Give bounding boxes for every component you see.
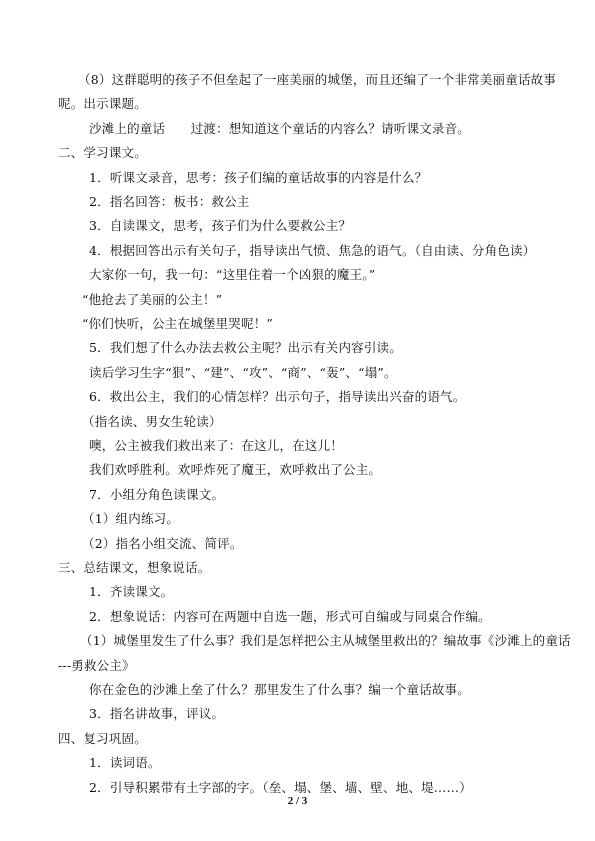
section-heading: 二、学习课文。 (58, 145, 147, 161)
text-line: 呢。出示课题。 (58, 96, 147, 112)
text-line: 2．想象说话：内容可在两题中自选一题，形式可自编或与同桌合作编。 (89, 608, 491, 624)
section-heading: 四、复习巩固。 (58, 730, 147, 746)
text-line: （指名读、男女生轮读） (82, 413, 222, 429)
section-heading: 三、总结课文，想象说话。 (58, 560, 211, 575)
text-line: （8）这群聪明的孩子不但垒起了一座美丽的城堡，而且还编了一个非常美丽童话故事 (78, 72, 557, 87)
text-line: 6．救出公主，我们的心情怎样？出示句子，指导读出兴奋的语气。 (89, 389, 466, 405)
text-line: 你在金色的沙滩上垒了什么？那里发生了什么事？编一个童话故事。 (89, 682, 471, 697)
text-line: （1）城堡里发生了什么事？我们是怎样把公主从城堡里救出的？编故事《沙滩上的童话 (80, 633, 571, 649)
text-line: （2）指名小组交流、简评。 (82, 535, 243, 551)
text-line: 2．引导积累带有土字部的字。（垒、塌、堡、墙、壁、地、堤……） (89, 779, 472, 795)
text-line: 3．自读课文，思考，孩子们为什么要救公主？ (89, 218, 352, 234)
text-line: （1）组内练习。 (82, 511, 180, 527)
text-line: 噢，公主被我们救出来了：在这儿，在这儿！ (89, 438, 344, 453)
text-line: 我们欢呼胜利。欢呼炸死了魔王，欢呼救出了公主。 (89, 462, 382, 478)
text-line: 2．指名回答：板书：救公主 (89, 194, 250, 209)
text-line: 读后学习生字“狠”、“建”、“攻”、“商”、“轰”、“塌”。 (89, 364, 397, 380)
text-line: 1．齐读课文。 (89, 584, 174, 600)
text-line: 4．根据回答出示有关句子，指导读出气愤、焦急的语气。（自由读、分角色读） (89, 242, 536, 258)
text-line: “他抢去了美丽的公主！” (82, 291, 223, 307)
text-line: 1．听课文录音，思考：孩子们编的童话故事的内容是什么？ (89, 169, 428, 185)
text-line: 7．小组分角色读课文。 (89, 486, 225, 502)
text-line: 沙滩上的童话 过渡：想知道这个童话的内容么？请听课文录音。 (89, 120, 471, 136)
text-line: “你们快听，公主在城堡里哭呢！” (82, 316, 273, 331)
text-line: 1．读词语。 (89, 755, 161, 771)
text-line: 5．我们想了什么办法去救公主呢？出示有关内容引读。 (89, 340, 402, 356)
text-line: ---勇救公主》 (58, 657, 135, 673)
page-number: 2 / 3 (287, 795, 308, 807)
text-line: 大家你一句，我一句：“这里住着一个凶狠的魔王。” (89, 267, 376, 283)
text-line: 3．指名讲故事，评议。 (89, 706, 225, 722)
